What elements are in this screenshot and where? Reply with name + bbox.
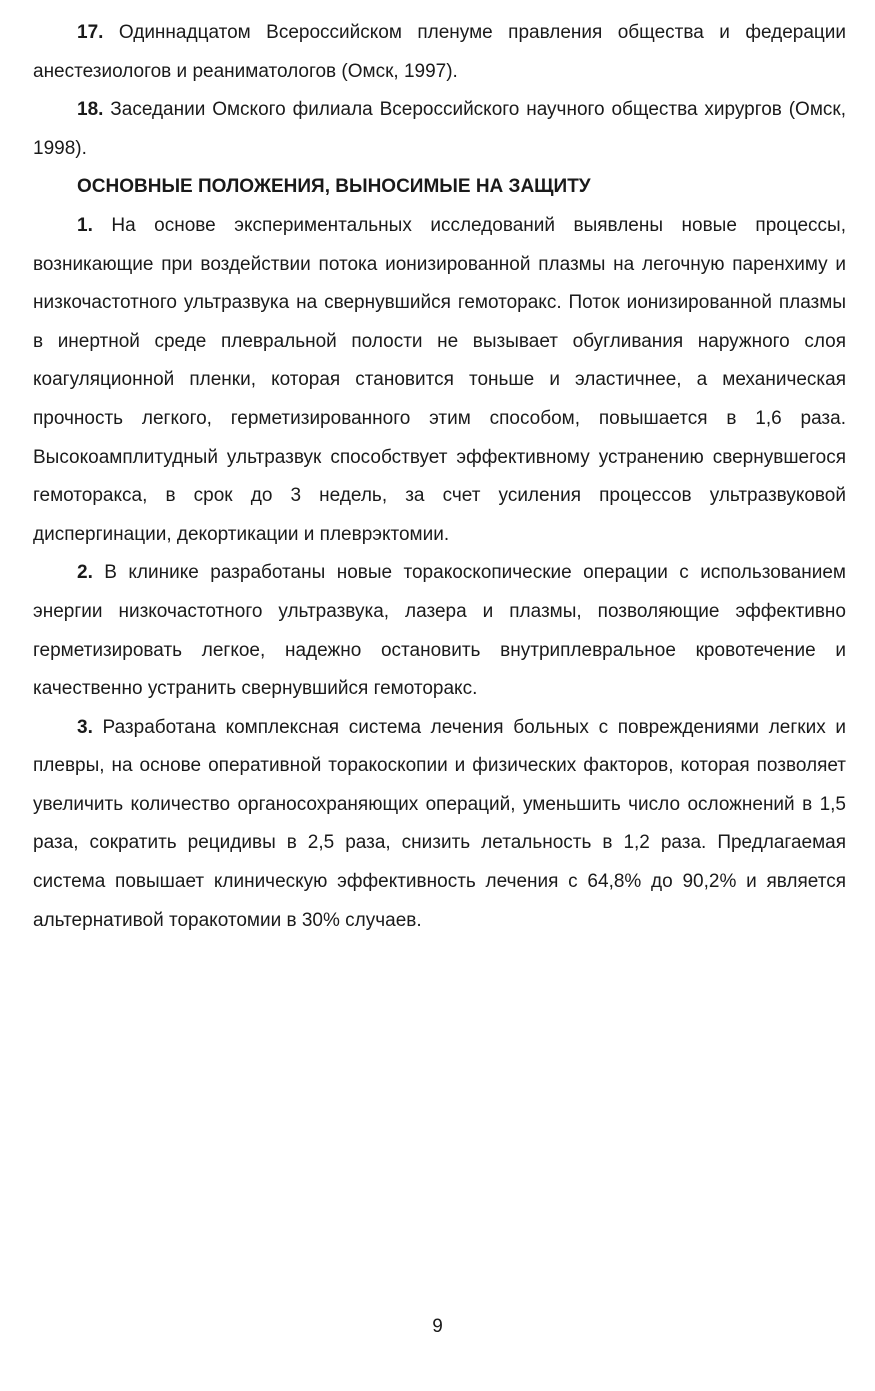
thesis-2 (33, 554, 846, 708)
item-number: 17. (77, 22, 104, 43)
list-item-17 (33, 14, 846, 91)
thesis-number: 1. (77, 214, 93, 236)
thesis-text: Разработана комплексная система лечения больных с повреждениями легких и плевры, на основе оперативной торакоскопии и физических факторов, которая позволяет увеличить количество органосохраняющих операций, уменьшить число осложнений в 1,5 раза, сократить рецидивы в 2,5 раза, снизить летальность в 1,2 раза. Предлагаемая система повышает клиническую эффективность лечения с 64,8% до 90,2% и является альтернативой торакотомии в 30% случаев. (33, 716, 846, 931)
section-heading: ОСНОВНЫЕ ПОЛОЖЕНИЯ, ВЫНОСИМЫЕ НА ЗАЩИТУ (77, 176, 591, 198)
thesis-text: На основе экспериментальных исследований выявлены новые процессы, возникающие при воздействии потока ионизированной плазмы на легочную паренхиму и низкочастотного ультразвука на свернувшийся гемоторакс. Поток ионизированной плазмы в инертной среде плевральной полости не вызывает обугливания наружного слоя коагуляционной пленки, которая становится тоньше и эластичнее, а механическая прочность легкого, герметизированного этим способом, повышается в 1,6 раза. Высокоамплитудный ультразвук способствует эффективному устранению свернувшегося гемоторакса, в срок до 3 недель, за счет усиления процессов ультразвуковой диспергинации, декортикации и плеврэктомии. (33, 214, 846, 545)
thesis-1 (33, 207, 846, 554)
thesis-text: В клинике разработаны новые торакоскопические операции с использованием энергии низкочастотного ультразвука, лазера и плазмы, позволяющие эффективно герметизировать легкое, надежно остановить внутриплевральное кровотечение и качественно устранить свернувшийся гемоторакс. (33, 562, 846, 700)
item-text: Одиннадцатом Всероссийском пленуме правления общества и федерации анестезиологов и реаниматологов (Омск, 1997). (33, 22, 846, 82)
thesis-number: 3. (77, 716, 93, 738)
page-number: 9 (432, 1316, 443, 1337)
thesis-number: 2. (77, 562, 93, 584)
item-number: 18. (77, 99, 104, 121)
list-item-18 (33, 91, 846, 168)
document-body (33, 14, 846, 940)
thesis-3 (33, 709, 846, 941)
item-text: Заседании Омского филиала Всероссийского научного общества хирургов (Омск, 1998). (33, 99, 846, 159)
